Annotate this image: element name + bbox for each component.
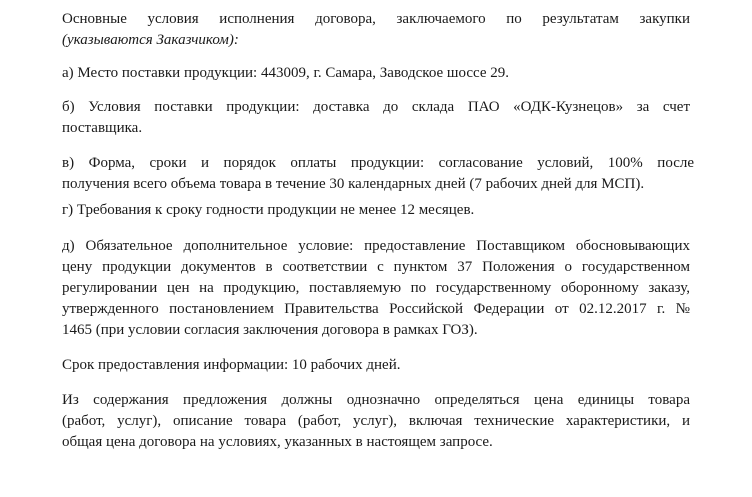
intro-line-1: Основные условия исполнения договора, заключаемого по результатам закупки [62,11,690,27]
item-a-paragraph [62,63,690,84]
closing-line-3: общая цена договора на условиях, указанных в настоящем запросе. [62,434,493,450]
item-d-line-5: 1465 (при условии согласия заключения договора в рамках ГОЗ). [62,322,478,338]
item-v-line-2: получения всего объема товара в течение 30 календарных дней (7 рабочих дней для МСП). [62,176,645,192]
item-b-line-1: б) Условия поставки продукции: доставка до склада ПАО «ОДК-Кузнецов» за счет [62,99,690,115]
item-b-paragraph [62,97,690,139]
deadline-paragraph [62,355,690,376]
item-d-paragraph [62,236,690,341]
closing-line-1: Из содержания предложения должны однозначно определяться цена единицы товара [62,392,690,408]
item-v-paragraph [62,153,694,195]
closing-paragraph [62,390,690,453]
intro-line-2: (указываются Заказчиком): [62,32,239,48]
item-v-line-1: в) Форма, сроки и порядок оплаты продукции: согласование условий, 100% после [62,155,694,171]
item-g-paragraph [62,200,690,221]
item-g-line: г) Требования к сроку годности продукции не менее 12 месяцев. [62,202,475,218]
closing-line-2: (работ, услуг), описание товара (работ, услуг), включая технические характеристики, и [62,413,690,429]
intro-paragraph [62,9,690,51]
item-d-line-4: утвержденного постановлением Правительства Российской Федерации от 02.12.2017 г. № [62,301,690,317]
item-d-line-3: регулировании цен на продукцию, поставляемую по государственному оборонному заказу, [62,280,690,296]
item-d-line-2: цену продукции документов в соответствии с пунктом 37 Положения о государственном [62,259,690,275]
item-b-line-2: поставщика. [62,120,143,136]
deadline-line: Срок предоставления информации: 10 рабочих дней. [62,357,401,373]
item-a-line: а) Место поставки продукции: 443009, г. Самара, Заводское шоссе 29. [62,65,509,81]
item-d-line-1: д) Обязательное дополнительное условие: предоставление Поставщиком обосновывающих [62,238,690,254]
